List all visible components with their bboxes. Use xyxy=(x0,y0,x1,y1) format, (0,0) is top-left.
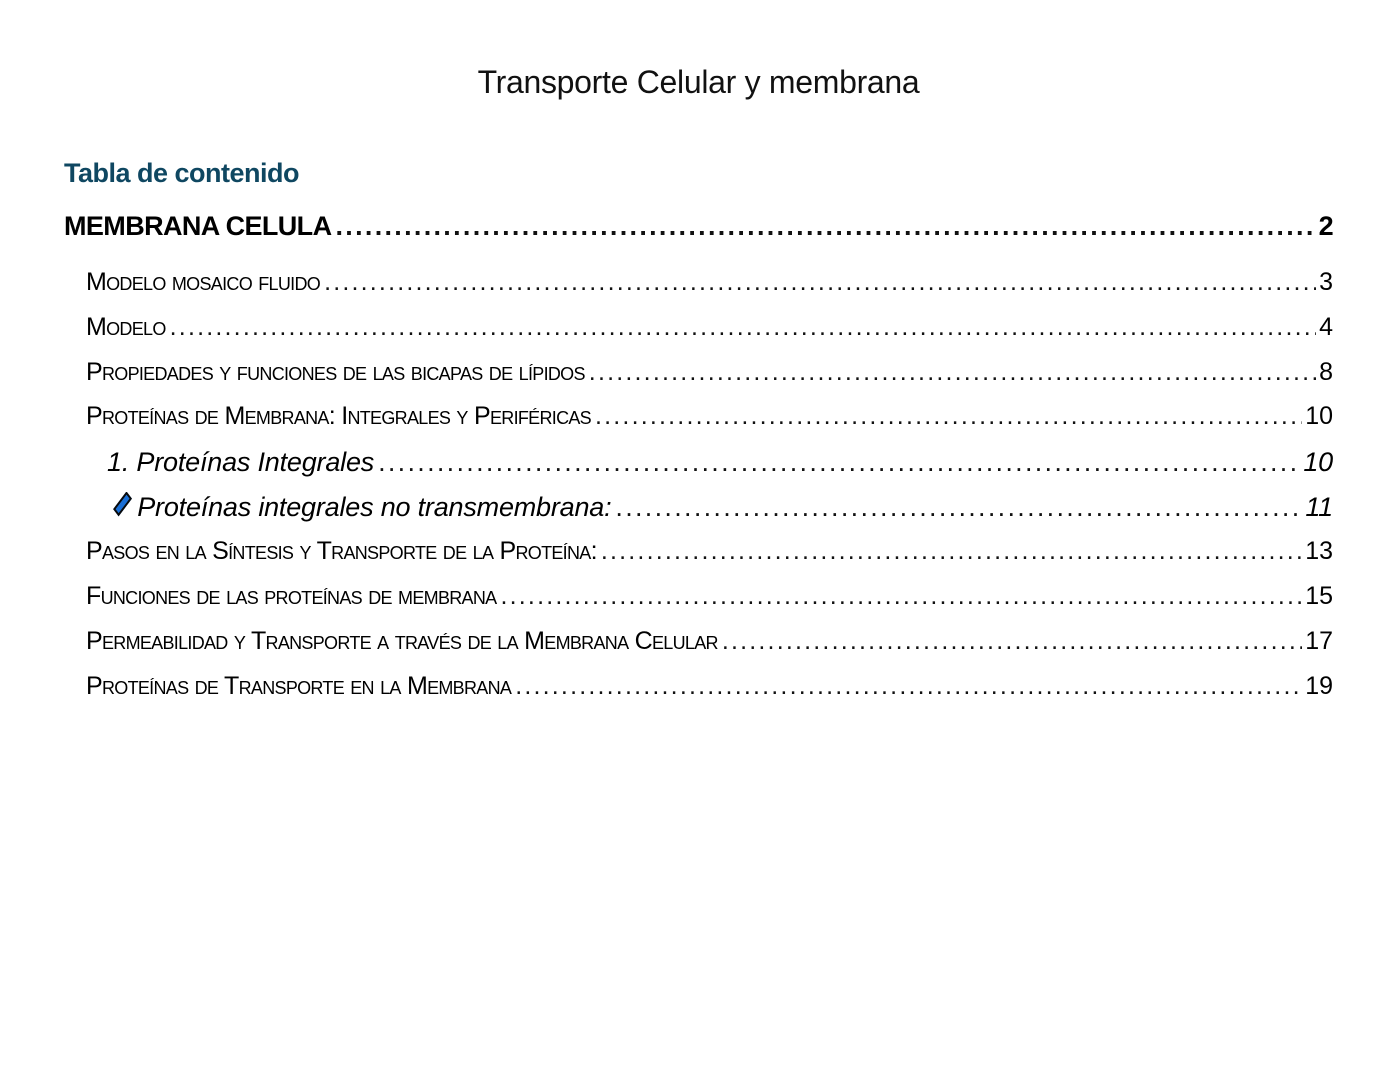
dot-leader xyxy=(615,492,1302,523)
toc-entry-label: Propiedades y funciones de las bicapas de lípidos xyxy=(86,358,585,386)
dot-leader xyxy=(335,211,1315,242)
toc-entry-page: 13 xyxy=(1305,537,1333,565)
toc-entry-pasos-sintesis[interactable] xyxy=(86,537,1333,566)
dot-leader xyxy=(324,268,1316,297)
toc-entry-page: 10 xyxy=(1303,447,1333,477)
toc-entry-propiedades-bicapas[interactable] xyxy=(86,358,1333,387)
document-title: Transporte Celular y membrana xyxy=(477,64,920,100)
dot-leader xyxy=(601,537,1302,566)
toc-entry-page: 10 xyxy=(1305,402,1333,430)
dot-leader xyxy=(595,402,1302,431)
dot-leader xyxy=(500,582,1302,611)
toc-entry-membrana-celula[interactable] xyxy=(64,211,1333,242)
toc-entry-modelo-mosaico-fluido[interactable] xyxy=(86,268,1333,297)
dot-leader xyxy=(722,627,1302,656)
toc-heading: Tabla de contenido xyxy=(64,158,300,188)
toc-entry-page: 15 xyxy=(1305,582,1333,610)
toc-entry-label: Pasos en la Síntesis y Transporte de la Proteína: xyxy=(86,537,597,565)
toc-entry-label: MEMBRANA CELULA xyxy=(64,211,332,241)
toc-entry-page: 19 xyxy=(1305,672,1333,700)
toc-entry-page: 11 xyxy=(1305,492,1333,522)
toc-entry-label: Proteínas integrales no transmembrana: xyxy=(137,492,612,522)
toc-entry-page: 3 xyxy=(1319,268,1333,296)
toc-entry-label: 1. Proteínas Integrales xyxy=(107,447,375,477)
toc-entry-funciones-proteinas[interactable] xyxy=(86,582,1333,611)
toc-entry-page: 8 xyxy=(1319,358,1333,386)
dot-leader xyxy=(170,313,1316,342)
toc-entry-label: Proteínas de Membrana: Integrales y Periféricas xyxy=(86,402,591,430)
diamond-bullet-icon xyxy=(113,492,132,517)
toc-entry-modelo[interactable] xyxy=(86,313,1333,342)
toc-entry-label: Modelo xyxy=(86,313,166,341)
toc-entry-label: Permeabilidad y Transporte a través de la Membrana Celular xyxy=(86,627,718,655)
dot-leader xyxy=(515,672,1302,701)
toc-entry-proteinas-integrales[interactable] xyxy=(107,447,1333,478)
toc-entry-proteinas-no-transmembrana[interactable] xyxy=(112,492,1333,523)
toc-entry-permeabilidad-transporte[interactable] xyxy=(86,627,1333,656)
toc-entry-page: 4 xyxy=(1319,313,1333,341)
toc-entry-proteinas-transporte[interactable] xyxy=(86,672,1333,701)
dot-leader xyxy=(589,358,1316,387)
toc-entry-label: Funciones de las proteínas de membrana xyxy=(86,582,497,610)
toc-entry-page: 2 xyxy=(1318,211,1333,241)
dot-leader xyxy=(378,447,1300,478)
toc-entry-label: Proteínas de Transporte en la Membrana xyxy=(86,672,512,700)
toc-entry-proteinas-membrana[interactable] xyxy=(86,402,1333,431)
toc-entry-page: 17 xyxy=(1305,627,1333,655)
toc-entry-label: Modelo mosaico fluido xyxy=(86,268,321,296)
